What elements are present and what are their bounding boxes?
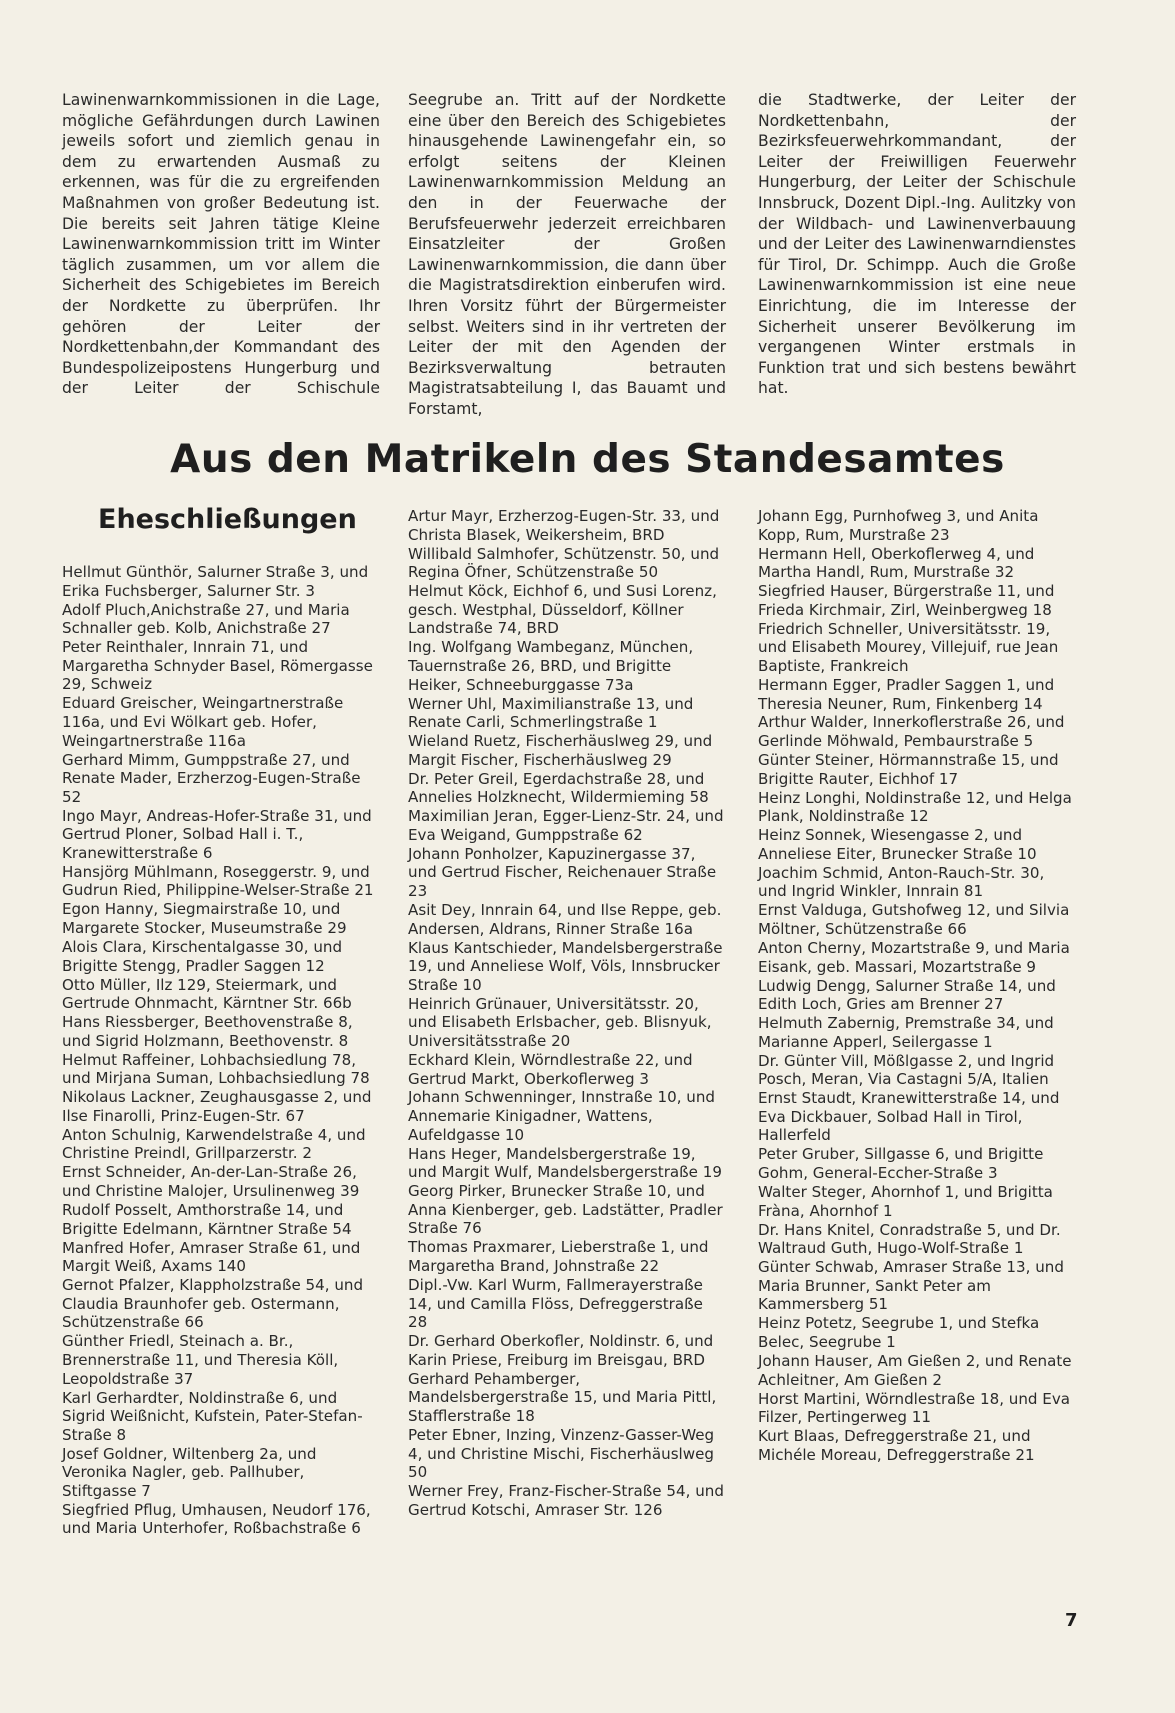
marriage-entry: Günther Friedl, Steinach a. Br., Brennerstraße 11, und Theresia Köll, Leopoldstraße 37: [62, 1332, 339, 1388]
intro-text-1: Lawinenwarnkommissionen in die Lage, mögliche Gefährdungen durch Lawinen jeweils sofort und ziemlich genau in dem zu erwartenden Ausmaß zu erkennen, was für die zu ergreifenden Maßnahmen von großer Bedeutung ist. Die bereits seit Jahren tätige Kleine Lawinenwarnkommission tritt im Winter täglich zusammen, um vor allem die Sicherheit des Schigebietes im Bereich der Nordkette zu überprüfen. Ihr gehören der Leiter der Nordkettenbahn,der Kommandant des Bundespolizeipostens Hungerburg und der Leiter der Schischule: [62, 91, 380, 398]
intro-column-1: [62, 90, 380, 399]
marriage-entry: Hermann Hell, Oberkoflerweg 4, und Martha Handl, Rum, Murstraße 32: [758, 544, 1035, 582]
marriage-entry: Ingo Mayr, Andreas-Hofer-Straße 31, und Gertrud Ploner, Solbad Hall i. T., Kranewitterstraße 6: [62, 806, 372, 862]
marriage-entry: Klaus Kantschieder, Mandelsbergerstraße 19, und Anneliese Wolf, Völs, Innsbrucker Straße 10: [408, 938, 723, 994]
marriage-entry: Anton Schulnig, Karwendelstraße 4, und Christine Preindl, Grillparzerstr. 2: [62, 1125, 366, 1163]
marriage-entry: Horst Martini, Wörndlestraße 18, und Eva Filzer, Pertingerweg 11: [758, 1389, 1071, 1427]
marriage-entry: Johann Egg, Purnhofweg 3, und Anita Kopp, Rum, Murstraße 23: [758, 507, 1039, 544]
marriage-entry: Thomas Praxmarer, Lieberstraße 1, und Margaretha Brand, Johnstraße 22: [408, 1238, 709, 1275]
marriage-entry: Willibald Salmhofer, Schützenstr. 50, und Regina Öfner, Schützenstraße 50: [408, 544, 720, 582]
marriages-column-1: [62, 563, 380, 1538]
marriage-entry: Kurt Blaas, Defreggerstraße 21, und Michéle Moreau, Defreggerstraße 21: [758, 1427, 1035, 1464]
marriage-entry: Alois Clara, Kirschentalgasse 30, und Brigitte Stengg, Pradler Saggen 12: [62, 938, 343, 975]
intro-text-2: Seegrube an. Tritt auf der Nordkette eine über den Bereich des Schigebietes hinausgehende Lawinengefahr ein, so erfolgt seitens der Kleinen Lawinenwarnkommission Meldung an den in der Feuerwache der Berufsfeuerwehr jederzeit erreichbaren Einsatzleiter der Großen Lawinenwarnkommission, die dann über die Magistratsdirektion einberufen wird. Ihren Vorsitz führt der Bürgermeister selbst. Weiters sind in ihr vertreten der Leiter der mit den Agenden der Bezirksverwaltung betrauten Magistratsabteilung I, das Bauamt und Forstamt,: [408, 91, 726, 418]
marriage-entry: Johann Schwenninger, Innstraße 10, und Annemarie Kinigadner, Wattens, Aufeldgasse 10: [408, 1088, 715, 1144]
marriage-entry: Ing. Wolfgang Wambeganz, München, Tauernstraße 26, BRD, und Brigitte Heiker, Schneeburggasse 73a: [408, 638, 694, 694]
section-title: Eheschließungen: [98, 504, 357, 535]
marriage-entry: Maximilian Jeran, Egger-Lienz-Str. 24, und Eva Weigand, Gumppstraße 62: [408, 807, 724, 844]
marriage-entry: Ernst Schneider, An-der-Lan-Straße 26, und Christine Malojer, Ursulinenweg 39: [62, 1163, 360, 1201]
marriage-entry: Hans Heger, Mandelsbergerstraße 19, und Margit Wulf, Mandelsbergerstraße 19: [408, 1144, 722, 1182]
marriage-entry: Ernst Valduga, Gutshofweg 12, und Silvia Möltner, Schützenstraße 66: [758, 901, 1070, 938]
marriage-entry: Günter Steiner, Hörmannstraße 15, und Brigitte Rauter, Eichhof 17: [758, 751, 1059, 788]
marriage-entry: Arthur Walder, Innerkoflerstraße 26, und Gerlinde Möhwald, Pembaurstraße 5: [758, 713, 1065, 751]
marriage-entry: Asit Dey, Innrain 64, und Ilse Reppe, geb. Andersen, Aldrans, Rinner Straße 16a: [408, 900, 722, 938]
marriage-entry: Hans Riessberger, Beethovenstraße 8, und Sigrid Holzmann, Beethovenstr. 8: [62, 1013, 353, 1050]
marriage-entry: Gerhard Mimm, Gumppstraße 27, und Renate Mader, Erzherzog-Eugen-Straße 52: [62, 750, 361, 806]
marriage-entry: Dipl.-Vw. Karl Wurm, Fallmerayerstraße 14, und Camilla Flöss, Defreggerstraße 28: [408, 1275, 703, 1332]
marriage-entry: Helmut Köck, Eichhof 6, und Susi Lorenz, gesch. Westphal, Düsseldorf, Köllner Landstraße 74, BRD: [408, 582, 717, 638]
marriage-entry: Joachim Schmid, Anton-Rauch-Str. 30, und Ingrid Winkler, Innrain 81: [758, 863, 1045, 901]
marriage-entry: Heinz Longhi, Noldinstraße 12, und Helga Plank, Noldinstraße 12: [758, 788, 1072, 826]
marriage-entry: Dr. Gerhard Oberkofler, Noldinstr. 6, und Karin Priese, Freiburg im Breisgau, BRD: [408, 1332, 714, 1369]
page-headline: Aus den Matrikeln des Standesamtes: [170, 437, 1005, 482]
marriage-entry: Johann Ponholzer, Kapuzinergasse 37, und Gertrud Fischer, Reichenauer Straße 23: [408, 844, 717, 900]
marriage-entry: Hermann Egger, Pradler Saggen 1, und Theresia Neuner, Rum, Finkenberg 14: [758, 675, 1055, 713]
marriage-entry: Hansjörg Mühlmann, Roseggerstr. 9, und Gudrun Ried, Philippine-Welser-Straße 21: [62, 862, 374, 900]
marriage-entry: Heinz Potetz, Seegrube 1, und Stefka Belec, Seegrube 1: [758, 1314, 1040, 1351]
marriage-entry: Artur Mayr, Erzherzog-Eugen-Str. 33, und Christa Blasek, Weikersheim, BRD: [408, 507, 720, 544]
intro-text-3: die Stadtwerke, der Leiter der Nordkettenbahn, der Bezirksfeuerwehrkommandant, der Leiter der Freiwilligen Feuerwehr Hungerburg, der Leiter der Schischule Innsbruck, Dozent Dipl.-Ing. Aulitzky von der Wildbach- und Lawinenverbauung und der Leiter des Lawinenwarndienstes für Tirol, Dr. Schimpp. Auch die Große Lawinenwarnkommission ist eine neue Einrichtung, die im Interesse der Sicherheit unserer Bevölkerung im vergangenen Winter erstmals in Funktion trat und sich bestens bewährt hat.: [758, 91, 1076, 398]
marriage-entry: Egon Hanny, Siegmairstraße 10, und Margarete Stocker, Museumstraße 29: [62, 900, 347, 938]
marriages-column-3: [758, 507, 1076, 1465]
marriage-entry: Siegfried Hauser, Bürgerstraße 11, und Frieda Kirchmair, Zirl, Weinbergweg 18: [758, 582, 1055, 619]
marriage-entry: Helmuth Zabernig, Premstraße 34, und Marianne Apperl, Seilergasse 1: [758, 1014, 1054, 1051]
marriage-entry: Manfred Hofer, Amraser Straße 61, und Margit Weiß, Axams 140: [62, 1238, 361, 1276]
page-number: 7: [1065, 1610, 1078, 1631]
marriage-entry: Werner Uhl, Maximilianstraße 13, und Renate Carli, Schmerlingstraße 1: [408, 694, 694, 732]
marriage-entry: Günter Schwab, Amraser Straße 13, und Maria Brunner, Sankt Peter am Kammersberg 51: [758, 1258, 1064, 1314]
marriage-entry: Ludwig Dengg, Salurner Straße 14, und Edith Loch, Gries am Brenner 27: [758, 976, 1056, 1014]
marriage-entry: Dr. Hans Knitel, Conradstraße 5, und Dr. Waltraud Guth, Hugo-Wolf-Straße 1: [758, 1220, 1061, 1258]
marriage-entry: Rudolf Posselt, Amthorstraße 14, und Brigitte Edelmann, Kärntner Straße 54: [62, 1201, 352, 1238]
marriage-entry: Heinz Sonnek, Wiesengasse 2, und Anneliese Eiter, Brunecker Straße 10: [758, 826, 1037, 863]
marriage-entry: Georg Pirker, Brunecker Straße 10, und Anna Kienberger, geb. Ladstätter, Pradler Straße 76: [408, 1182, 723, 1238]
marriage-entry: Eduard Greischer, Weingartnerstraße 116a, und Evi Wölkart geb. Hofer, Weingartnerstraße 116a: [62, 694, 344, 750]
marriage-entry: Josef Goldner, Wiltenberg 2a, und Veronika Nagler, geb. Pallhuber, Stiftgasse 7: [62, 1444, 317, 1500]
intro-column-2: [408, 90, 726, 420]
marriage-entry: Eckhard Klein, Wörndlestraße 22, und Gertrud Markt, Oberkoflerweg 3: [408, 1050, 693, 1088]
marriage-entry: Siegfried Pflug, Umhausen, Neudorf 176, und Maria Unterhofer, Roßbachstraße 6: [62, 1500, 371, 1538]
marriage-entry: Walter Steger, Ahornhof 1, und Brigitta Fràna, Ahornhof 1: [758, 1183, 1053, 1220]
marriage-entry: Gernot Pfalzer, Klappholzstraße 54, und Claudia Braunhofer geb. Ostermann, Schützenstraße 66: [62, 1276, 364, 1332]
marriage-entry: Anton Cherny, Mozartstraße 9, und Maria Eisank, geb. Massari, Mozartstraße 9: [758, 938, 1070, 976]
marriage-entry: Dr. Peter Greil, Egerdachstraße 28, und Annelies Holzknecht, Wildermieming 58: [408, 769, 709, 807]
marriage-entry: Karl Gerhardter, Noldinstraße 6, und Sigrid Weißnicht, Kufstein, Pater-Stefan-Straße 8: [62, 1388, 363, 1444]
marriage-entry: Friedrich Schneller, Universitätsstr. 19, und Elisabeth Mourey, Villejuif, rue Jean Baptiste, Frankreich: [758, 619, 1059, 675]
marriage-entry: Peter Gruber, Sillgasse 6, und Brigitte Gohm, General-Eccher-Straße 3: [758, 1145, 1044, 1183]
marriage-entry: Heinrich Grünauer, Universitätsstr. 20, und Elisabeth Erlsbacher, geb. Blisnyuk, Universitätsstraße 20: [408, 994, 712, 1050]
marriage-entry: Wieland Ruetz, Fischerhäuslweg 29, und Margit Fischer, Fischerhäuslweg 29: [408, 732, 713, 769]
marriage-entry: Werner Frey, Franz-Fischer-Straße 54, und Gertrud Kotschi, Amraser Str. 126: [408, 1482, 724, 1519]
marriage-entry: Peter Reinthaler, Innrain 71, und Margaretha Schnyder Basel, Römergasse 29, Schweiz: [62, 638, 373, 694]
marriage-entry: Nikolaus Lackner, Zeughausgasse 2, und Ilse Finarolli, Prinz-Eugen-Str. 67: [62, 1088, 372, 1125]
marriage-entry: Adolf Pluch,Anichstraße 27, und Maria Schnaller geb. Kolb, Anichstraße 27: [62, 600, 350, 638]
marriages-column-2: [408, 507, 726, 1520]
marriage-entry: Dr. Günter Vill, Mößlgasse 2, und Ingrid Posch, Meran, Via Castagni 5/A, Italien: [758, 1051, 1055, 1089]
intro-column-3: [758, 90, 1076, 399]
marriage-entry: Hellmut Günthör, Salurner Straße 3, und Erika Fuchsberger, Salurner Str. 3: [62, 563, 369, 600]
marriage-entry: Johann Hauser, Am Gießen 2, und Renate Achleitner, Am Gießen 2: [758, 1351, 1072, 1389]
marriage-entry: Gerhard Pehamberger, Mandelsbergerstraße 15, und Maria Pittl, Stafflerstraße 18: [408, 1369, 717, 1425]
marriage-entry: Peter Ebner, Inzing, Vinzenz-Gasser-Weg 4, und Christine Mischi, Fischerhäuslweg 50: [408, 1425, 715, 1482]
marriage-entry: Ernst Staudt, Kranewitterstraße 14, und Eva Dickbauer, Solbad Hall in Tirol, Hallerfeld: [758, 1089, 1060, 1145]
marriage-entry: Otto Müller, Ilz 129, Steiermark, und Gertrude Ohnmacht, Kärntner Str. 66b: [62, 975, 352, 1013]
marriage-entry: Helmut Raffeiner, Lohbachsiedlung 78, und Mirjana Suman, Lohbachsiedlung 78: [62, 1050, 370, 1088]
